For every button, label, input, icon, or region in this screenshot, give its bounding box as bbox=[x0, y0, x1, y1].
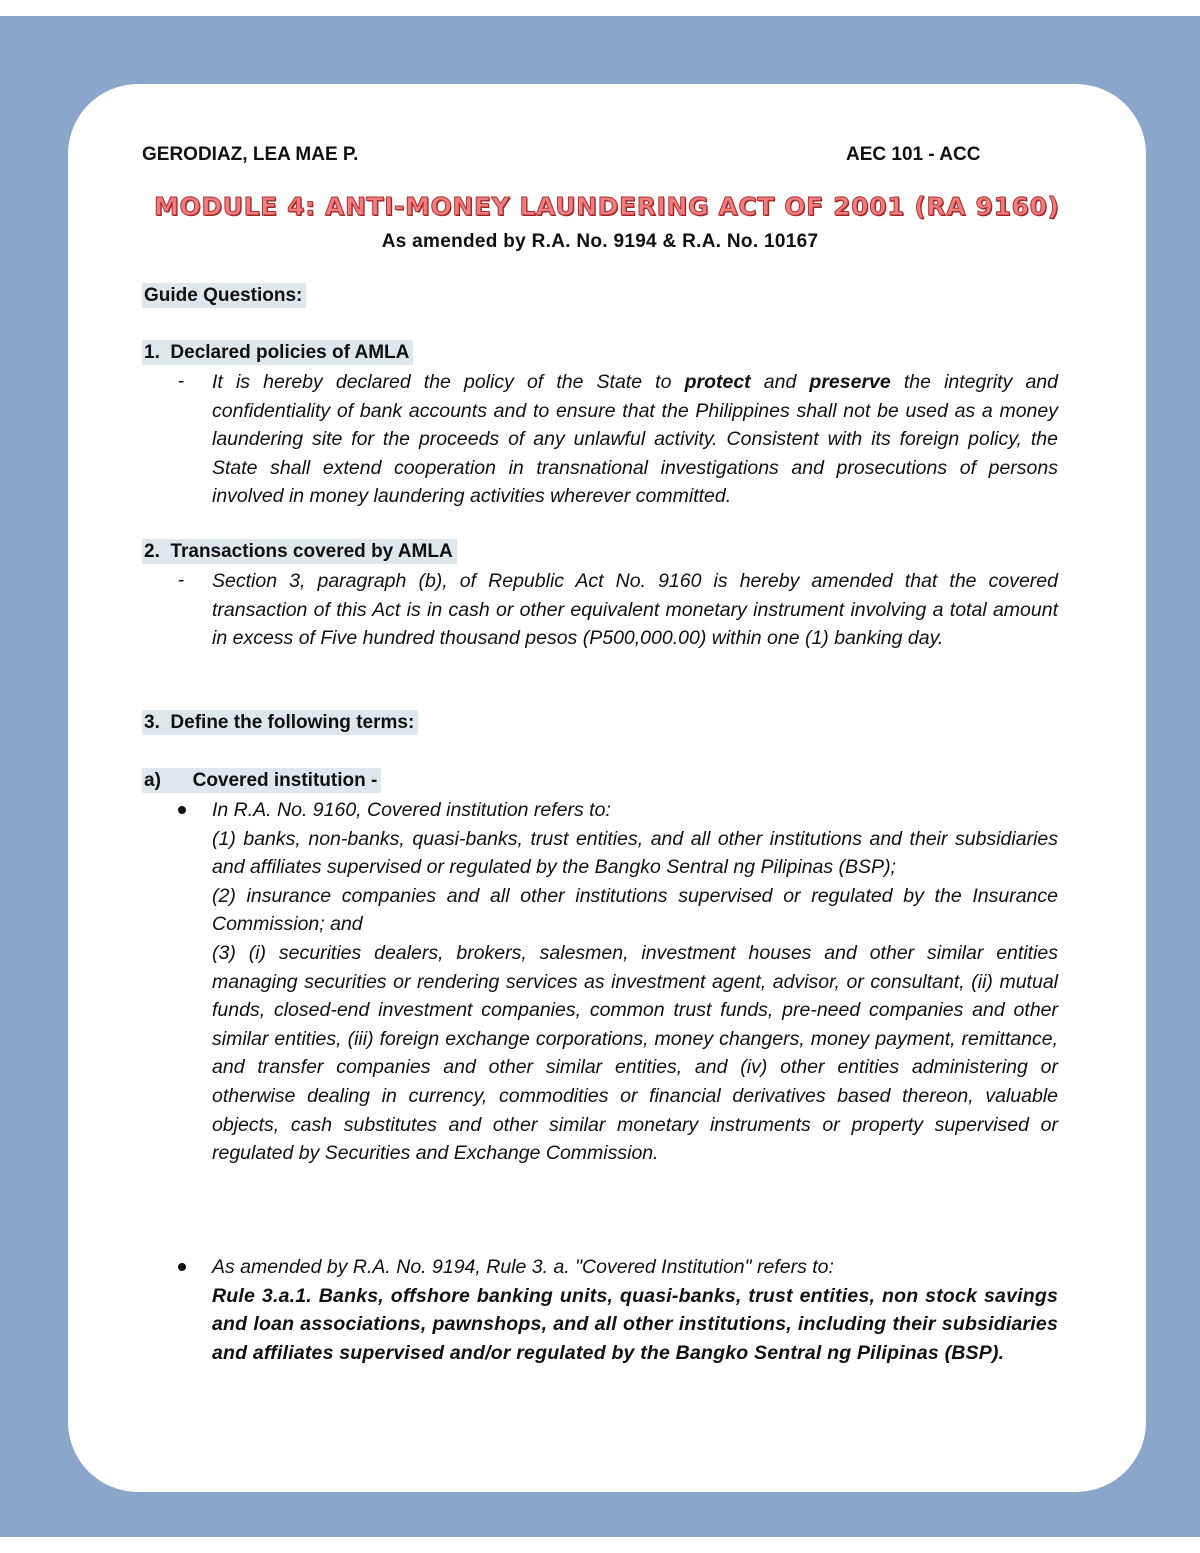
term-title: Covered institution - bbox=[192, 770, 378, 791]
question-title: Define the following terms: bbox=[170, 712, 415, 733]
term-a-definition-ra9194: As amended by R.A. No. 9194, Rule 3. a. "Covered Institution" refers to: Rule 3.a.1. Banks, offshore banking units, quasi-banks, trust entities, non stock savings and loan associations, pawnshops, and all other institutions, including their subsidiaries and affiliates supervised and/or regulated by the Bangko Sentral ng Pilipinas (BSP). bbox=[212, 1253, 1058, 1367]
course-code: AEC 101 - ACC bbox=[846, 144, 981, 165]
question-1-heading bbox=[142, 342, 413, 364]
emphasis-preserve: preserve bbox=[809, 371, 891, 393]
question-number: 3. bbox=[144, 712, 160, 733]
dash-marker: - bbox=[178, 570, 185, 591]
term-a-definition-ra9160: In R.A. No. 9160, Covered institution refers to: (1) banks, non-banks, quasi-banks, trust entities, and all other institutions and their subsidiaries and affiliates supervised or regulated by the Bangko Sentral ng Pilipinas (BSP); (2) insurance companies and all other institutions supervised or regulated by the Insurance Commission; and (3) (i) securities dealers, brokers, salesmen, investment houses and other similar entities managing securities or rendering services as investment agent, advisor, or consultant, (ii) mutual funds, closed-end investment companies, common trust funds, pre-need companies and other similar entities, (iii) foreign exchange corporations, money changers, money payment, remittance, and transfer companies and other similar entities, and (iv) other entities administering or otherwise dealing in currency, commodities or financial derivatives based thereon, valuable objects, cash substitutes and other similar monetary instruments or property supervised or regulated by Securities and Exchange Commission. bbox=[212, 799, 1058, 1165]
question-3-heading bbox=[142, 712, 418, 734]
question-number: 1. bbox=[144, 342, 160, 363]
rule-3a1-text: Rule 3.a.1. Banks, offshore banking units, quasi-banks, trust entities, non stock savings and loan associations, pawnshops, and all other institutions, including their subsidiaries and affiliates supervised and/or regulated by the Bangko Sentral ng Pilipinas (BSP). bbox=[212, 1284, 1058, 1364]
dash-marker: - bbox=[178, 371, 185, 392]
question-title: Declared policies of AMLA bbox=[170, 342, 410, 363]
question-2-heading bbox=[142, 541, 457, 563]
guide-questions-heading: Guide Questions: bbox=[142, 285, 306, 307]
bullet-icon bbox=[178, 1263, 186, 1271]
emphasis-protect: protect bbox=[684, 371, 751, 393]
question-number: 2. bbox=[144, 541, 160, 562]
module-subtitle: As amended by R.A. No. 9194 & R.A. No. 10167 bbox=[381, 231, 819, 252]
bullet-icon bbox=[178, 806, 186, 814]
answer-1-paragraph: It is hereby declared the policy of the State to protect and preserve the integrity and confidentiality of bank accounts and to ensure that the Philippines shall not be used as a money laundering site for the proceeds of any unlawful activity. Consistent with its foreign policy, the State shall extend cooperation in transnational investigations and prosecutions of persons involved in money laundering activities wherever committed. bbox=[212, 371, 1058, 508]
module-title: MODULE 4: ANTI-MONEY LAUNDERING ACT OF 2001 (RA 9160) bbox=[154, 192, 1060, 221]
answer-2-paragraph: Section 3, paragraph (b), of Republic Act No. 9160 is hereby amended that the covered transaction of this Act is in cash or other equivalent monetary instrument involving a total amount in excess of Five hundred thousand pesos (P500,000.00) within one (1) banking day. bbox=[212, 570, 1058, 650]
question-title: Transactions covered by AMLA bbox=[170, 541, 453, 562]
student-name: GERODIAZ, LEA MAE P. bbox=[142, 144, 359, 165]
term-a-heading bbox=[142, 770, 381, 792]
term-label: a) bbox=[144, 770, 161, 791]
